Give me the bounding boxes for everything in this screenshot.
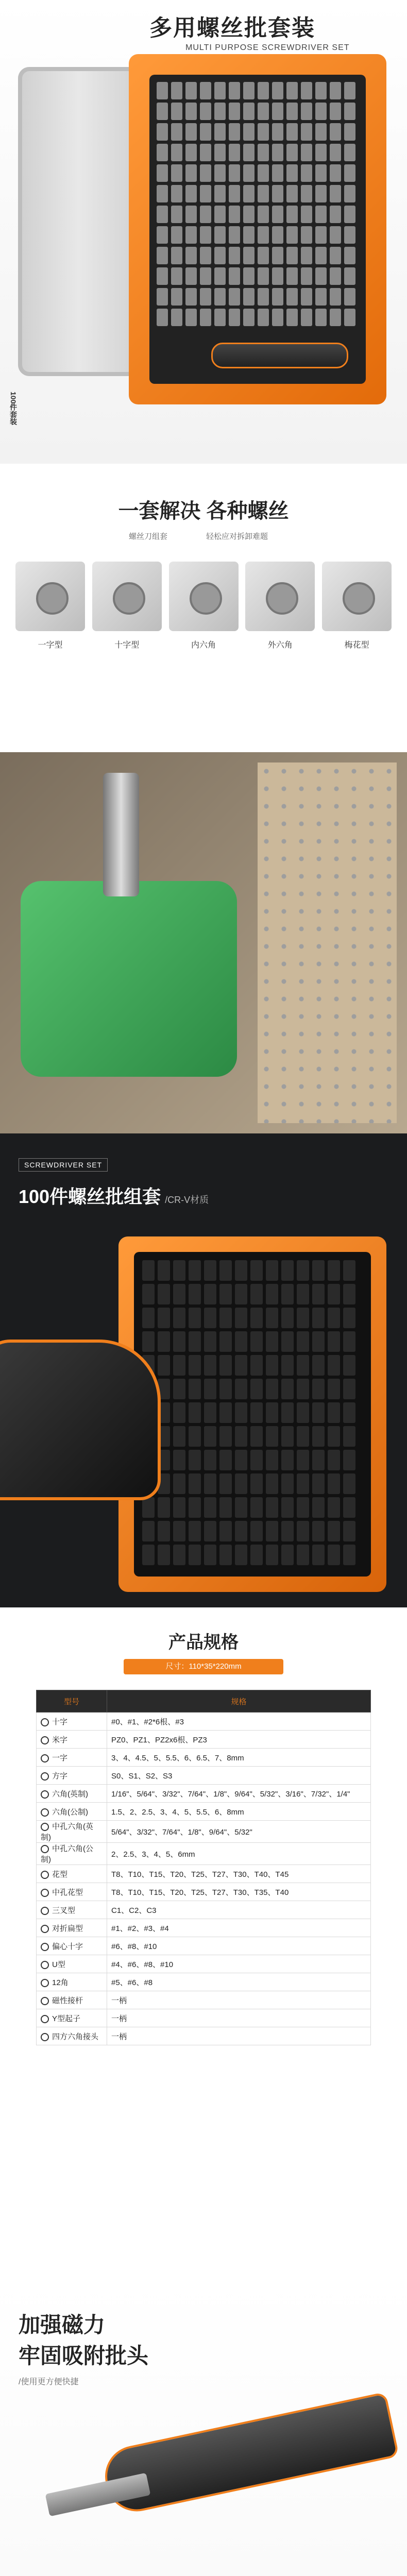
spec1-row — [37, 1973, 371, 1991]
spec1-type-label: 六角(公制) — [52, 1807, 88, 1817]
bit-shape-icon — [41, 1943, 49, 1951]
hero-subtitle: MULTI PURPOSE SCREWDRIVER SET — [185, 43, 350, 52]
spec1-spec-cell: 5/64"、3/32"、7/64"、1/8"、9/64"、5/32" — [107, 1821, 371, 1843]
screw-photo — [92, 562, 162, 631]
solution-title: 一套解决 各种螺丝 — [118, 500, 289, 522]
spec1-spec-cell: #5、#6、#8 — [107, 1973, 371, 1991]
screw-type-label: 十字型 — [114, 641, 140, 650]
spec1-type-cell — [37, 1803, 107, 1821]
solution-subtitle-left: 螺丝刀组套 — [129, 532, 168, 541]
spec1-type-label: 对折扁型 — [52, 1924, 83, 1933]
spec1-size-bar: 尺寸：110*35*220mm — [124, 1659, 283, 1674]
bit-shape-icon — [41, 1979, 49, 1987]
spec1-section — [0, 1607, 407, 2277]
set100-tray — [134, 1252, 371, 1577]
spec1-type-label: 12角 — [52, 1978, 69, 1987]
drill-body — [21, 881, 237, 1077]
spec1-type-cell — [37, 1713, 107, 1731]
spec1-type-label: 十字 — [52, 1717, 68, 1726]
bit-shape-icon — [41, 1907, 49, 1915]
screw-type-label: 内六角 — [191, 641, 216, 650]
spec1-spec-cell: #6、#8、#10 — [107, 1937, 371, 1955]
spec1-spec-cell: #1、#2、#3、#4 — [107, 1919, 371, 1937]
spec1-row — [37, 1919, 371, 1937]
spec1-type-label: 三叉型 — [52, 1906, 76, 1915]
spec1-type-cell — [37, 1919, 107, 1937]
bit-shape-icon — [41, 1808, 49, 1817]
spec1-type-label: 中孔六角(公制) — [41, 1844, 93, 1864]
spec1-spec-cell: S0、S1、S2、S3 — [107, 1767, 371, 1785]
spec1-heading: 产品规格 — [168, 1633, 239, 1652]
spec1-spec-cell: 一柄 — [107, 2009, 371, 2027]
spec1-type-label: 方字 — [52, 1771, 68, 1781]
hero-title: 多用螺丝批套装 — [149, 15, 315, 41]
solution-subtitle-right: 轻松应对拆卸难题 — [206, 532, 268, 541]
bit-shape-icon — [41, 1718, 49, 1726]
spec1-type-label: 偏心十字 — [52, 1942, 83, 1951]
bit-shape-icon — [41, 1961, 49, 1969]
screw-photo — [15, 562, 85, 631]
spec1-row — [37, 1955, 371, 1973]
bit-tray — [149, 75, 366, 384]
drill-photo-section — [0, 752, 407, 1133]
spec1-row — [37, 2027, 371, 2045]
spec1-row — [37, 1785, 371, 1803]
spec1-spec-cell: 1.5、2、2.5、3、4、5、5.5、6、8mm — [107, 1803, 371, 1821]
bit-shape-icon — [41, 1790, 49, 1799]
screw-photo — [169, 562, 239, 631]
bit-shape-icon — [41, 1772, 49, 1781]
spec1-type-label: 磁性接杆 — [52, 1996, 83, 2005]
spec1-type-label: 六角(英制) — [52, 1789, 88, 1799]
spec1-type-cell — [37, 1955, 107, 1973]
magnet-section — [0, 2277, 407, 2576]
bit-shape-icon — [41, 1997, 49, 2005]
set100-bit-grid — [142, 1260, 355, 1565]
spec1-row — [37, 1901, 371, 1919]
spec1-row — [37, 1843, 371, 1865]
screw-photo — [322, 562, 392, 631]
spec1-type-cell — [37, 1937, 107, 1955]
bit-shape-icon — [41, 1823, 49, 1831]
spec1-type-label: 四方六角接头 — [52, 2032, 99, 2041]
spec1-spec-cell: 1/16"、5/64"、3/32"、7/64"、1/8"、9/64"、5/32"、3/16"、7/32"、1/4" — [107, 1785, 371, 1803]
set100-section — [0, 1133, 407, 1607]
spec1-type-cell — [37, 1767, 107, 1785]
spec1-type-label: 米字 — [52, 1735, 68, 1744]
bit-shape-icon — [41, 1845, 49, 1853]
magnet-title-line2: 牢固吸附批头 — [19, 2344, 149, 2368]
spec1-row — [37, 1865, 371, 1883]
spec1-row — [37, 1937, 371, 1955]
spec1-spec-cell: C1、C2、C3 — [107, 1901, 371, 1919]
screw-type-card — [92, 562, 162, 675]
spec1-spec-cell: 一柄 — [107, 2027, 371, 2045]
spec1-row — [37, 1749, 371, 1767]
spec1-spec-cell: PZ0、PZ1、PZ2x6根、PZ3 — [107, 1731, 371, 1749]
screw-photo — [245, 562, 315, 631]
spec1-row — [37, 1713, 371, 1731]
spec1-type-cell — [37, 1991, 107, 2009]
magnet-desc: /使用更方便快捷 — [19, 2378, 79, 2386]
bit-grid — [157, 82, 355, 326]
hero-section — [0, 0, 407, 464]
set100-tag: SCREWDRIVER SET — [19, 1158, 108, 1172]
spec1-type-cell — [37, 2009, 107, 2027]
screwdriver-handle — [211, 343, 348, 368]
spec1-spec-cell: T8、T10、T15、T20、T25、T27、T30、T35、T40 — [107, 1883, 371, 1901]
screw-type-label: 梅花型 — [344, 641, 369, 650]
solution-section — [0, 464, 407, 752]
screw-type-card — [169, 562, 239, 675]
bit-shape-icon — [41, 2015, 49, 2023]
spec1-type-cell — [37, 2027, 107, 2045]
screw-type-label: 一字型 — [38, 641, 63, 650]
drill-shaft — [103, 773, 139, 896]
spec1-type-cell — [37, 1785, 107, 1803]
screw-type-card — [322, 562, 392, 675]
screw-type-card — [245, 562, 315, 675]
spec1-type-cell — [37, 1973, 107, 1991]
spec1-row — [37, 1767, 371, 1785]
bit-shape-icon — [41, 2033, 49, 2041]
spec1-header-row — [37, 1690, 371, 1713]
screw-type-label: 外六角 — [267, 641, 293, 650]
side-badge: 100件套装 — [9, 392, 18, 426]
set100-title: 100件螺丝批组套 — [19, 1186, 161, 1207]
spec1-col-type: 型号 — [37, 1690, 107, 1713]
spec1-row — [37, 1803, 371, 1821]
set100-title-row — [19, 1182, 209, 1209]
spec1-spec-cell: 2、2.5、3、4、5、6mm — [107, 1843, 371, 1865]
bit-shape-icon — [41, 1925, 49, 1933]
spec1-spec-cell: #0、#1、#2*6根、#3 — [107, 1713, 371, 1731]
spec1-row — [37, 2009, 371, 2027]
spec1-type-cell — [37, 1843, 107, 1865]
spec1-type-label: 中孔六角(英制) — [41, 1822, 93, 1842]
spec1-row — [37, 1731, 371, 1749]
spec1-type-cell — [37, 1821, 107, 1843]
spec1-type-cell — [37, 1901, 107, 1919]
bit-shape-icon — [41, 1754, 49, 1762]
spec1-type-label: 花型 — [52, 1870, 68, 1879]
magnet-title-line1: 加强磁力 — [19, 2313, 106, 2337]
bit-shape-icon — [41, 1736, 49, 1744]
spec1-type-label: Y型起子 — [52, 2014, 81, 2023]
bit-shape-icon — [41, 1889, 49, 1897]
bit-shape-icon — [41, 1871, 49, 1879]
spec1-type-label: 一字 — [52, 1753, 68, 1762]
spec1-table — [36, 1690, 371, 2045]
spec1-type-label: U型 — [52, 1960, 65, 1969]
set100-material: CR-V材质 — [167, 1195, 209, 1205]
screw-type-row — [15, 562, 392, 675]
screw-type-card — [15, 562, 85, 675]
case-lid — [18, 67, 139, 376]
spec1-row — [37, 1821, 371, 1843]
spec1-type-label: 中孔花型 — [52, 1888, 83, 1897]
spec1-row — [37, 1991, 371, 2009]
magnet-screwdriver — [99, 2392, 399, 2517]
spec1-spec-cell: 一柄 — [107, 1991, 371, 2009]
spec1-type-cell — [37, 1883, 107, 1901]
case-body — [129, 54, 386, 404]
spec1-row — [37, 1883, 371, 1901]
spec1-spec-cell: 3、4、4.5、5、5.5、6、6.5、7、8mm — [107, 1749, 371, 1767]
spec1-type-cell — [37, 1749, 107, 1767]
spec1-type-cell — [37, 1865, 107, 1883]
spec1-spec-cell: T8、T10、T15、T20、T25、T27、T30、T40、T45 — [107, 1865, 371, 1883]
screw-board — [258, 762, 397, 1123]
set100-title-sep: / — [165, 1195, 168, 1205]
spec1-col-spec: 规格 — [107, 1690, 371, 1713]
spec1-spec-cell: #4、#6、#8、#10 — [107, 1955, 371, 1973]
set100-drill — [0, 1340, 161, 1500]
spec1-type-cell — [37, 1731, 107, 1749]
